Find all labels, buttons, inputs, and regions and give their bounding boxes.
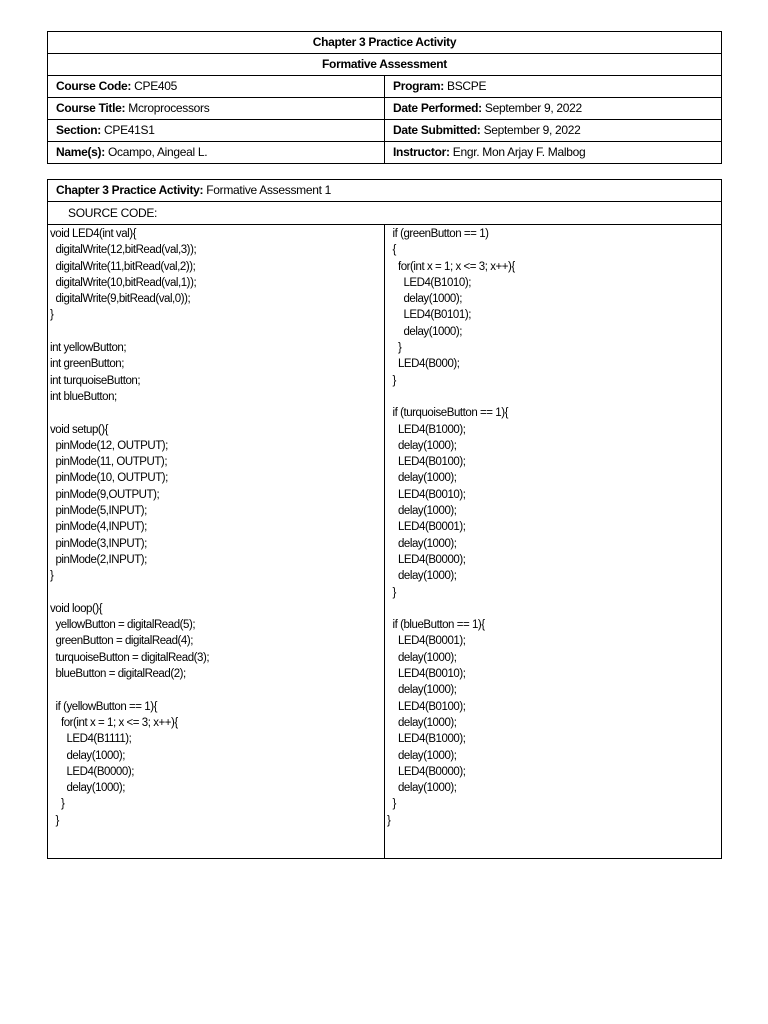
section-label: Section: [56, 123, 101, 137]
date-submitted-cell [385, 120, 722, 142]
instructor-value: Engr. Mon Arjay F. Malbog [452, 145, 586, 159]
names-value: Ocampo, Aingeal L. [108, 145, 208, 159]
document-title: Chapter 3 Practice Activity [48, 32, 722, 54]
program-label: Program: [393, 79, 444, 93]
program-cell [385, 76, 722, 98]
activity-title-value: Formative Assessment 1 [206, 183, 332, 197]
course-code-value: CPE405 [134, 79, 178, 93]
date-performed-label: Date Performed: [393, 101, 482, 115]
code-right-column [385, 225, 722, 859]
names-cell [48, 142, 385, 164]
course-title-label: Course Title: [56, 101, 126, 115]
code-left-text: void LED4(int val){ digitalWrite(12,bitRead(val,3)); digitalWrite(11,bitRead(val,2)); digitalWrite(10,bitRead(val,1)); digitalWrite(9,bitRead(val,0)); } int yellowButton; int greenButton; int turquoiseButton; int blueButton; void setup(){ pinMode(12, OUTPUT); pinMode(11, OUTPUT); pinMode(10, OUTPUT); pinMode(9,OUTPUT); pinMode(5,INPUT); pinMode(4,INPUT); pinMode(3,INPUT); pinMode(2,INPUT); } void loop(){ yellowButton = digitalRead(5); greenButton = digitalRead(4); turquoiseButton = digitalRead(3); blueButton = digitalRead(2); if (yellowButton == 1){ for(int x = 1; x <= 3; x++){ LED4(B1111); delay(1000); LED4(B0000); delay(1000); } } [50, 228, 210, 827]
course-title-cell [48, 98, 385, 120]
course-code-cell [48, 76, 385, 98]
instructor-label: Instructor: [393, 145, 450, 159]
date-submitted-label: Date Submitted: [393, 123, 481, 137]
course-title-value: Mcroprocessors [128, 101, 210, 115]
section-value: CPE41S1 [104, 123, 155, 137]
section-cell [48, 120, 385, 142]
course-code-label: Course Code: [56, 79, 132, 93]
activity-table [47, 179, 722, 859]
source-code-label: SOURCE CODE: [48, 202, 722, 225]
code-right-text: if (greenButton == 1) { for(int x = 1; x <= 3; x++){ LED4(B1010); delay(1000); LED4(B0101); delay(1000); } LED4(B000); } if (turquoiseButton == 1){ LED4(B1000); delay(1000); LED4(B0100); delay(1000); LED4(B0010); delay(1000); LED4(B0001); delay(1000); LED4(B0000); delay(1000); } if (blueButton == 1){ LED4(B0001); delay(1000); LED4(B0010); delay(1000); LED4(B0100); delay(1000); LED4(B1000); delay(1000); LED4(B0000); delay(1000); } } [387, 228, 515, 827]
date-performed-value: September 9, 2022 [484, 101, 582, 115]
date-submitted-value: September 9, 2022 [483, 123, 581, 137]
code-left-column [48, 225, 385, 859]
instructor-cell [385, 142, 722, 164]
names-label: Name(s): [56, 145, 105, 159]
activity-title-cell [48, 180, 722, 202]
activity-title-label: Chapter 3 Practice Activity: [56, 183, 204, 197]
document-subtitle: Formative Assessment [48, 54, 722, 76]
program-value: BSCPE [447, 79, 487, 93]
header-table [47, 31, 722, 164]
date-performed-cell [385, 98, 722, 120]
